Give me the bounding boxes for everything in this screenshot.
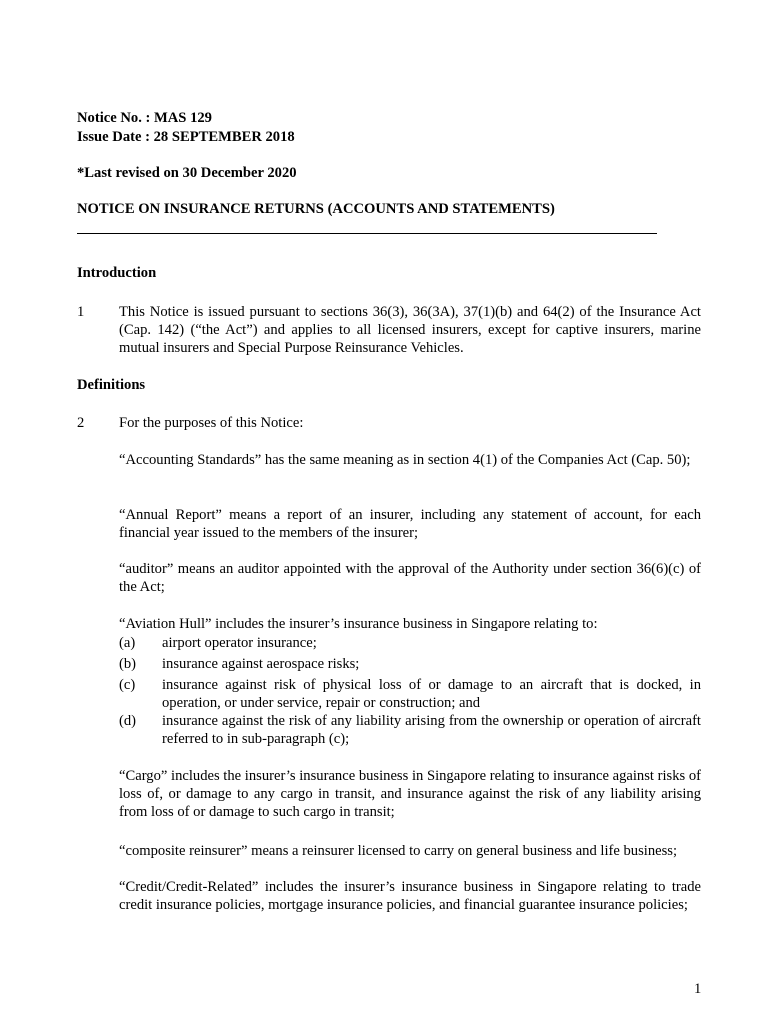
document-title: NOTICE ON INSURANCE RETURNS (ACCOUNTS AND STATEMENTS) xyxy=(77,201,555,217)
introduction-paragraph: This Notice is issued pursuant to sections 36(3), 36(3A), 37(1)(b) and 64(2) of the Insurance Act (Cap. 142) (“the Act”) and applies to all licensed insurers, except for captive insurers, marine mutual insurers and Special Purpose Reinsurance Vehicles. xyxy=(119,304,701,356)
introduction-heading: Introduction xyxy=(77,265,157,281)
definition-credit: “Credit/Credit-Related” includes the insurer’s insurance business in Singapore relating to trade credit insurance policies, mortgage insurance policies, and financial guarantee insurance policies; xyxy=(119,879,701,913)
issue-date: Issue Date : 28 SEPTEMBER 2018 xyxy=(77,129,295,145)
definition-accounting-standards: “Accounting Standards” has the same meaning as in section 4(1) of the Companies Act (Cap. 50); xyxy=(119,452,691,468)
list-item-text: airport operator insurance; xyxy=(162,635,317,651)
definitions-lead: For the purposes of this Notice: xyxy=(119,415,304,431)
definition-aviation-hull: “Aviation Hull” includes the insurer’s insurance business in Singapore relating to: xyxy=(119,616,598,632)
page-number: 1 xyxy=(694,981,702,997)
list-item-text: insurance against the risk of any liability arising from the ownership or operation of aircraft referred to in sub-paragraph (c); xyxy=(162,713,701,747)
definitions-heading: Definitions xyxy=(77,377,146,393)
notice-number: Notice No. : MAS 129 xyxy=(77,110,212,126)
definition-annual-report: “Annual Report” means a report of an insurer, including any statement of account, for each financial year issued to the members of the insurer; xyxy=(119,507,701,541)
paragraph-number-1: 1 xyxy=(77,304,85,320)
list-item-label: (c) xyxy=(119,677,136,693)
list-item-text: insurance against aerospace risks; xyxy=(162,656,360,672)
list-item-label: (d) xyxy=(119,713,137,729)
title-divider xyxy=(77,233,657,234)
definition-cargo: “Cargo” includes the insurer’s insurance business in Singapore relating to insurance against risks of loss of, or damage to any cargo in transit, and insurance against the risk of any liability arising from loss of or damage to such cargo in transit; xyxy=(119,768,701,820)
definition-composite-reinsurer: “composite reinsurer” means a reinsurer licensed to carry on general business and life business; xyxy=(119,843,678,859)
definition-auditor: “auditor” means an auditor appointed with the approval of the Authority under section 36(6)(c) of the Act; xyxy=(119,561,701,595)
last-revised: *Last revised on 30 December 2020 xyxy=(77,165,297,181)
list-item-label: (a) xyxy=(119,635,136,651)
list-item-label: (b) xyxy=(119,656,137,672)
list-item-text: insurance against risk of physical loss of or damage to an aircraft that is docked, in operation, or under service, repair or construction; and xyxy=(162,677,701,711)
paragraph-number-2: 2 xyxy=(77,415,85,431)
